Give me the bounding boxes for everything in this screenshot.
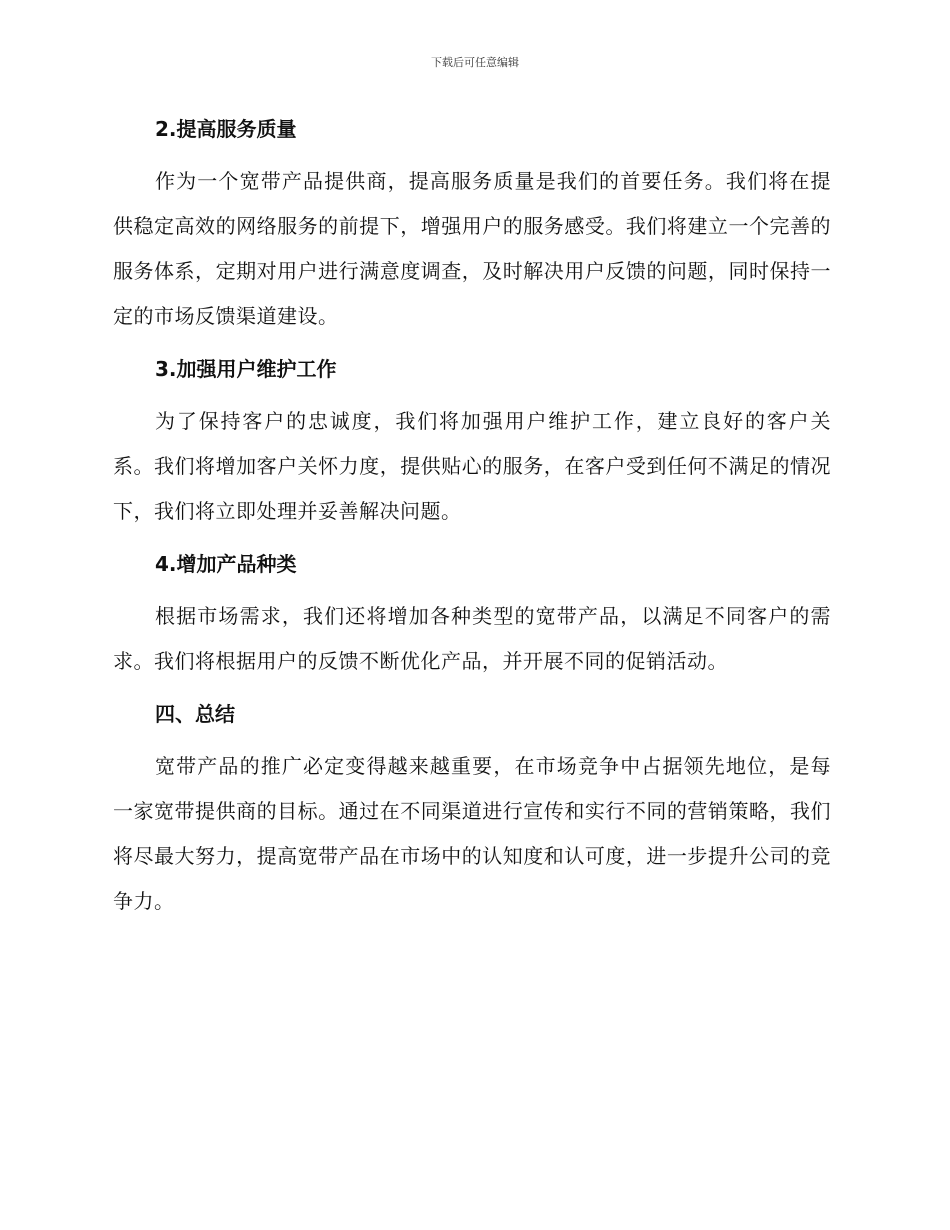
section-service-quality <box>113 111 831 339</box>
section-summary <box>113 696 831 924</box>
section-heading: 3.加强用户维护工作 <box>155 357 337 381</box>
section-user-maintenance <box>113 351 831 534</box>
section-heading: 四、总结 <box>155 702 235 726</box>
section-paragraph: 为了保持客户的忠诚度，我们将加强用户维护工作，建立良好的客户关系。我们将增加客户关怀力度，提供贴心的服务，在客户受到任何不满足的情况下，我们将立即处理并妥善解决问题。 <box>113 409 831 523</box>
page-header-note: 下载后可任意编辑 <box>431 56 519 69</box>
section-paragraph: 根据市场需求，我们还将增加各种类型的宽带产品，以满足不同客户的需求。我们将根据用户的反馈不断优化产品，并开展不同的促销活动。 <box>113 604 831 673</box>
section-product-variety <box>113 546 831 684</box>
document-body <box>113 111 831 936</box>
section-paragraph: 宽带产品的推广必定变得越来越重要，在市场竞争中占据领先地位，是每一家宽带提供商的目标。通过在不同渠道进行宣传和实行不同的营销策略，我们将尽最大努力，提高宽带产品在市场中的认知度和认可度，进一步提升公司的竞争力。 <box>113 754 831 913</box>
section-heading: 4.增加产品种类 <box>155 552 297 576</box>
section-paragraph: 作为一个宽带产品提供商，提高服务质量是我们的首要任务。我们将在提供稳定高效的网络服务的前提下，增强用户的服务感受。我们将建立一个完善的服务体系，定期对用户进行满意度调查，及时解决用户反馈的问题，同时保持一定的市场反馈渠道建设。 <box>113 169 831 328</box>
section-heading: 2.提高服务质量 <box>155 117 297 141</box>
